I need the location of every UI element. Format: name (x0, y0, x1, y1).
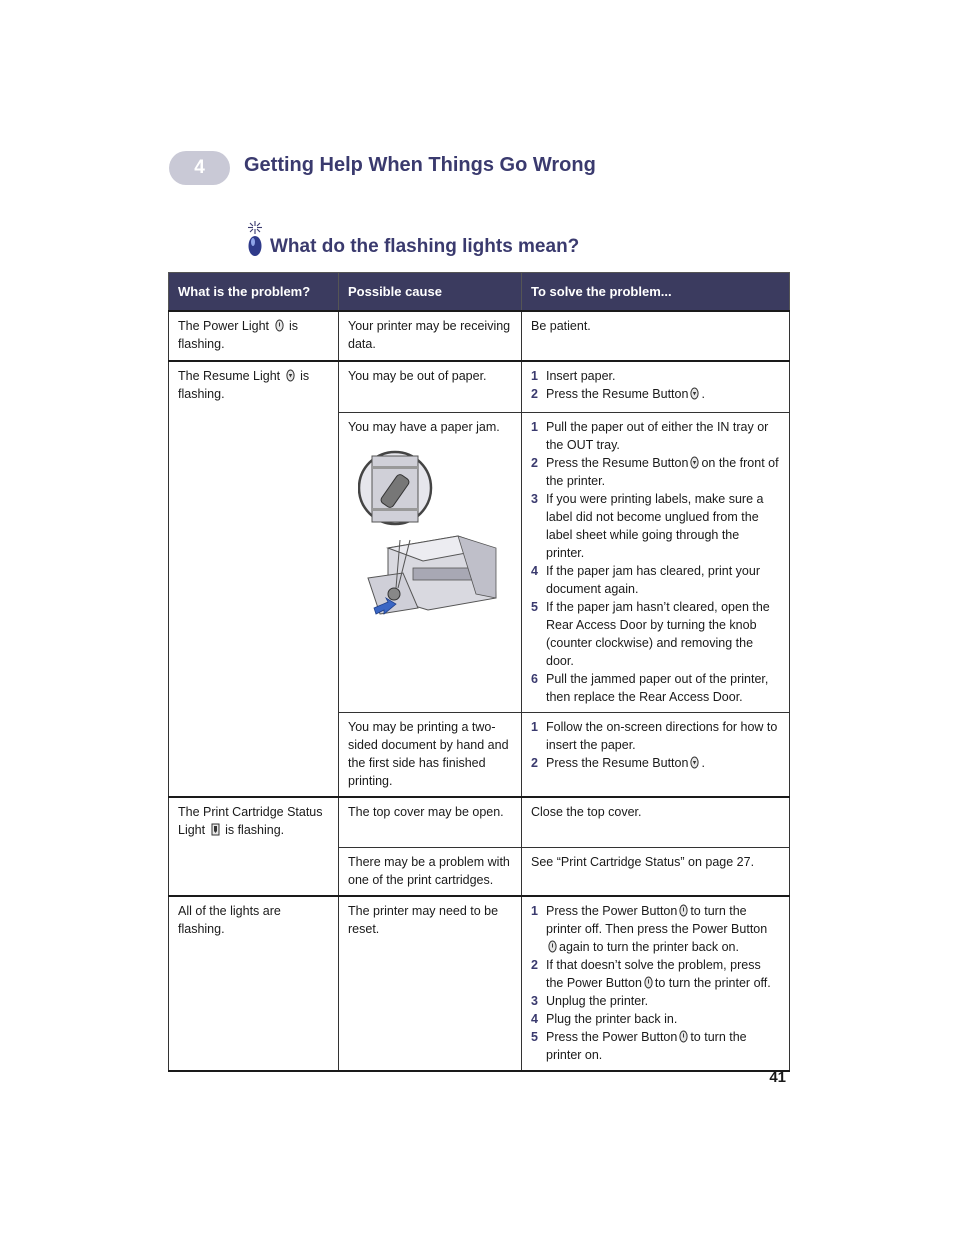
power-button-icon (679, 1030, 688, 1043)
power-button-icon (548, 940, 557, 953)
step-item: 4 Plug the printer back in. (531, 1012, 678, 1026)
resume-light-icon (286, 369, 295, 382)
step-item: 2 Press the Resume Button on the front of the printer. (531, 455, 779, 488)
solution-steps (531, 367, 780, 403)
step-item: 6 Pull the jammed paper out of the printer, then replace the Rear Access Door. (531, 671, 769, 704)
cause-cell: The top cover may be open. (339, 797, 522, 848)
solution-cell: See “Print Cartridge Status” on page 27. (522, 848, 790, 897)
step-item: 4 If the paper jam has cleared, print your document again. (531, 563, 761, 596)
chapter-number-badge: 4 (169, 151, 230, 185)
table-row (169, 361, 790, 412)
cause-cell: There may be a problem with one of the print cartridges. (339, 848, 522, 897)
step-item: 1 Pull the paper out of either the IN tray or the OUT tray. (531, 419, 769, 452)
column-header-problem: What is the problem? (169, 273, 339, 312)
light-bulb-icon (243, 220, 267, 258)
table-row (169, 896, 790, 1071)
power-button-icon (644, 976, 653, 989)
table-row (169, 311, 790, 361)
solution-cell: Close the top cover. (522, 797, 790, 848)
cartridge-status-light-icon (211, 823, 220, 836)
step-item: 1 Insert paper. (531, 369, 616, 383)
step-item: 1 Press the Power Button to turn the printer off. Then press the Power Buttonagain to turn the printer back on. (531, 904, 768, 954)
chapter-title: Getting Help When Things Go Wrong (244, 154, 596, 176)
step-item: 2 Press the Resume Button . (531, 755, 705, 770)
resume-button-icon (690, 387, 699, 400)
table-row (169, 797, 790, 848)
problem-cell: The Resume Light is flashing. (169, 361, 339, 797)
step-item: 2 If that doesn’t solve the problem, press the Power Button to turn the printer off. (531, 958, 771, 990)
flashing-lights-table (168, 272, 790, 1072)
column-header-cause: Possible cause (339, 273, 522, 312)
table-header-row (169, 273, 790, 312)
solution-cell: Be patient. (522, 311, 790, 361)
step-item: 3 If you were printing labels, make sure a label did not become unglued from the label sheet while going through the printer. (531, 491, 764, 560)
page-number: 41 (769, 1069, 786, 1086)
power-light-icon (275, 319, 284, 332)
cause-cell: You may have a paper jam. (339, 412, 522, 712)
problem-cell: All of the lights are flashing. (169, 896, 339, 1071)
cause-cell: The printer may need to be reset. (339, 896, 522, 1071)
power-button-icon (679, 904, 688, 917)
problem-cell: The Power Light is flashing. (169, 311, 339, 361)
step-item: 5 If the paper jam hasn’t cleared, open the Rear Access Door by turning the knob (counter clockwise) and removing the door. (531, 599, 770, 668)
column-header-solution: To solve the problem... (522, 273, 790, 312)
cause-cell: You may be printing a two-sided document by hand and the first side has finished printing. (339, 712, 522, 797)
solution-steps (531, 902, 780, 1064)
cause-cell: Your printer may be receiving data. (339, 311, 522, 361)
resume-button-icon (690, 456, 699, 469)
step-item: 1 Follow the on-screen directions for how to insert the paper. (531, 719, 778, 752)
solution-steps (531, 418, 780, 706)
resume-button-icon (690, 756, 699, 769)
solution-cell (522, 712, 790, 797)
solution-cell (522, 412, 790, 712)
printer-rear-access-knob-illustration (358, 448, 500, 620)
section-title: What do the flashing lights mean? (270, 236, 580, 257)
problem-cell: The Print Cartridge Status Light is flashing. (169, 797, 339, 897)
step-item: 3 Unplug the printer. (531, 994, 649, 1008)
step-item: 5 Press the Power Button to turn the printer on. (531, 1030, 747, 1062)
step-item: 2 Press the Resume Button . (531, 387, 705, 401)
solution-cell (522, 896, 790, 1071)
solution-cell (522, 361, 790, 412)
cause-cell: You may be out of paper. (339, 361, 522, 412)
solution-steps (531, 718, 780, 772)
